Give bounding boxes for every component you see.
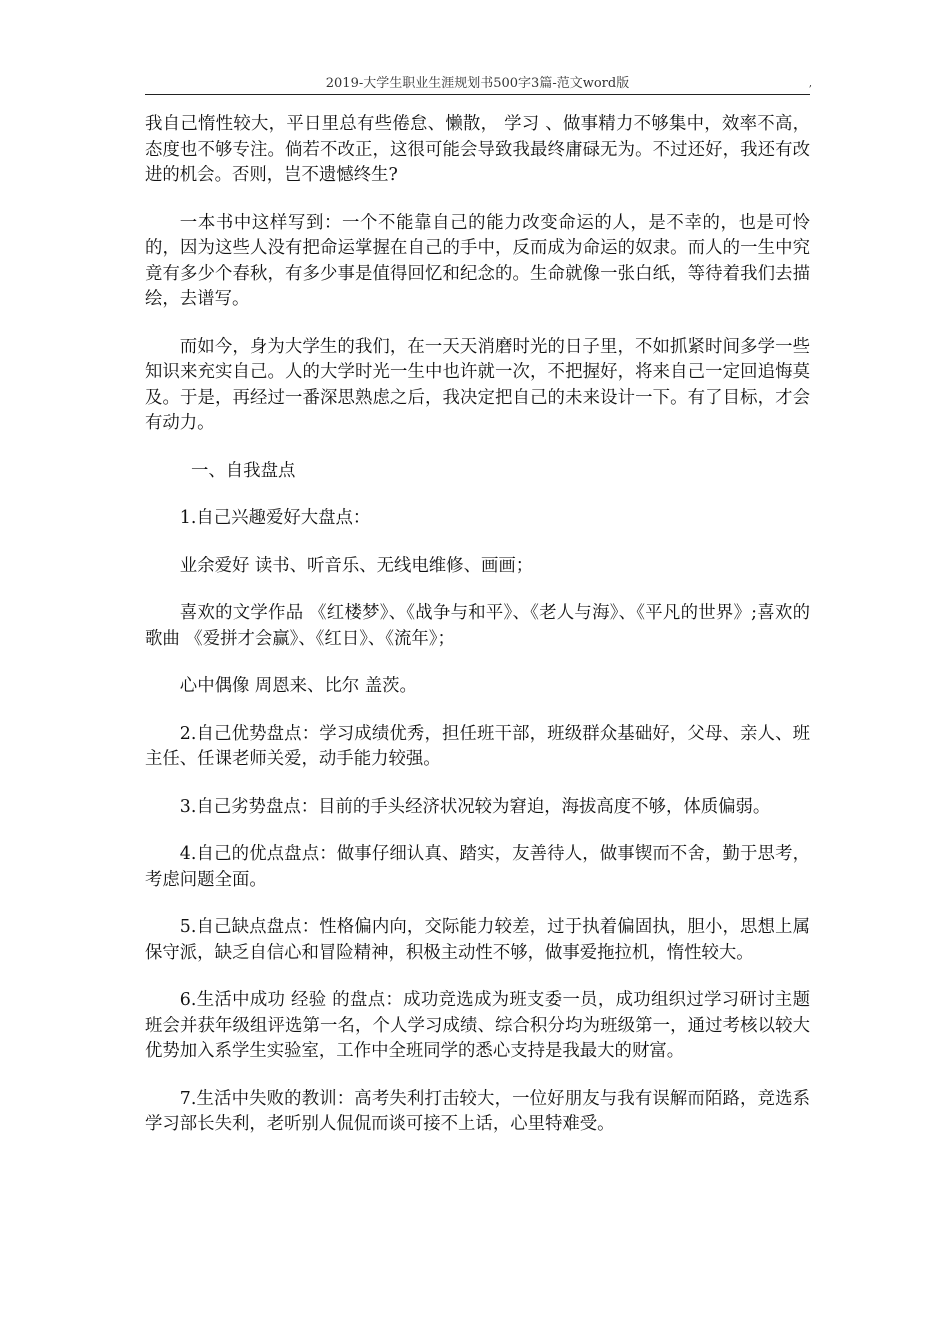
item-failures: 7.生活中失败的教训：高考失利打击较大，一位好朋友与我有误解而陌路，竞选系学习部长失利，老听别人侃侃而谈可接不上话，心里特难受。 (145, 1088, 810, 1134)
document-body (145, 112, 810, 1160)
item-favorite-works: 喜欢的文学作品 《红楼梦》、《战争与和平》、《老人与海》、《平凡的世界》;喜欢的歌曲 《爱拼才会赢》、《红日》、《流年》； (145, 603, 810, 649)
section-heading-self-review: 一、自我盘点 (191, 460, 296, 481)
paragraph-motivation: 而如今，身为大学生的我们，在一天天消磨时光的日子里，不如抓紧时间多学一些知识来充实自己。人的大学时光一生中也许就一次，不把握好，将来自己一定回追悔莫及。于是，再经过一番深思熟虑之后，我决定把自己的未来设计一下。有了目标，才会有动力。 (145, 336, 810, 433)
item-merits: 4.自己的优点盘点：做事仔细认真、踏实，友善待人，做事锲而不舍，勤于思考，考虑问题全面。 (145, 844, 810, 890)
item-interests-title: 1.自己兴趣爱好大盘点： (179, 508, 371, 528)
item-successes: 6.生活中成功 经验 的盘点：成功竞选成为班支委一员，成功组织过学习研讨主题班会并获年级组评选第一名，个人学习成绩、综合积分均为班级第一，通过考核以较大优势加入系学生实验室，工作中全班同学的悉心支持是我最大的财富。 (145, 990, 810, 1061)
item-strengths: 2.自己优势盘点：学习成绩优秀，担任班干部，班级群众基础好，父母、亲人、班主任、任课老师关爱，动手能力较强。 (145, 723, 810, 769)
header-mark: , (808, 78, 812, 89)
header-title: 2019-大学生职业生涯规划书500字3篇-范文word版 (325, 76, 630, 91)
item-weaknesses: 3.自己劣势盘点：目前的手头经济状况较为窘迫，海拔高度不够，体质偏弱。 (179, 796, 771, 817)
item-idols: 心中偶像 周恩来、比尔 盖茨。 (179, 676, 417, 696)
paragraph-intro: 我自己惰性较大，平日里总有些倦怠、懒散， 学习 、做事精力不够集中，效率不高，态度也不够专注。倘若不改正，这很可能会导致我最终庸碌无为。不过还好，我还有改进的机会。否则，岂不遗憾终生? (145, 114, 810, 185)
item-shortcomings: 5.自己缺点盘点：性格偏内向，交际能力较差，过于执着偏固执，胆小，思想上属保守派，缺乏自信心和冒险精神，积极主动性不够，做事爱拖拉机，惰性较大。 (145, 917, 810, 963)
paragraph-book-quote: 一本书中这样写到：一个不能靠自己的能力改变命运的人，是不幸的，也是可怜的，因为这些人没有把命运掌握在自己的手中，反而成为命运的奴隶。而人的一生中究竟有多少个春秋，有多少事是值得回忆和纪念的。生命就像一张白纸，等待着我们去描绘，去谱写。 (145, 212, 810, 309)
item-hobbies: 业余爱好 读书、听音乐、无线电维修、画画； (179, 555, 534, 576)
page-header (145, 74, 810, 95)
